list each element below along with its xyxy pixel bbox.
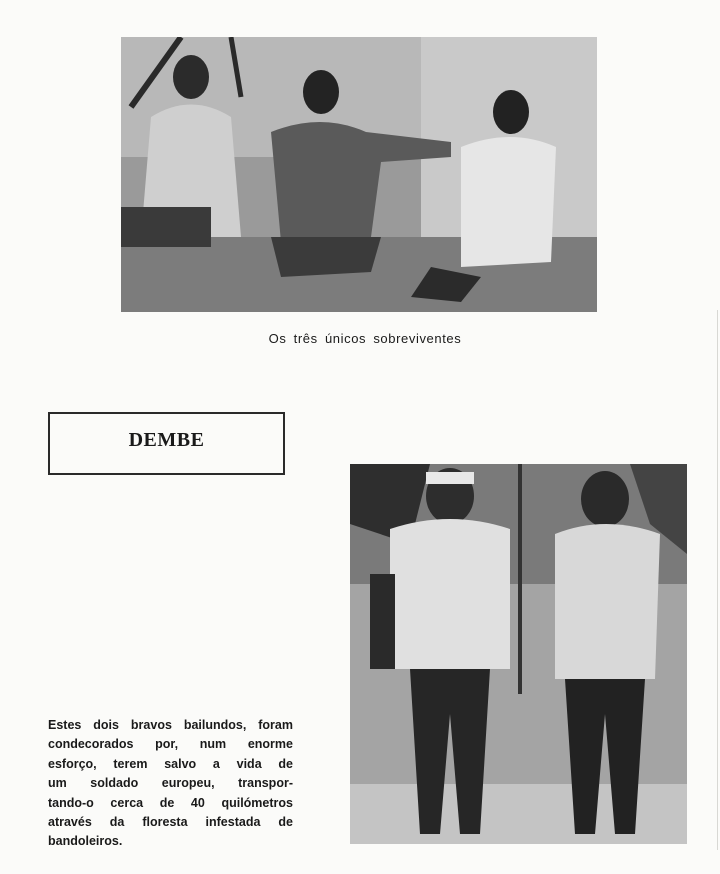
body-line: através da floresta infestada de xyxy=(48,815,293,830)
body-line: condecorados por, num enorme xyxy=(48,737,293,752)
body-line: bandoleiros. xyxy=(48,834,123,849)
photo-caption: Os três únicos sobreviventes xyxy=(268,331,462,346)
body-line: Estes dois bravos bailundos, foram xyxy=(48,718,293,732)
body-text xyxy=(48,716,293,852)
page-edge-line xyxy=(717,310,718,850)
body-line: esforço, terem salvo a vida de xyxy=(48,756,293,771)
body-line: tando-o cerca de 40 quilómetros xyxy=(48,795,293,810)
body-line: um soldado europeu, transpor- xyxy=(48,776,293,791)
title-box xyxy=(48,412,285,475)
survivors-photo xyxy=(121,37,597,312)
soldiers-photo xyxy=(350,464,687,844)
page-title: DEMBE xyxy=(128,429,205,451)
